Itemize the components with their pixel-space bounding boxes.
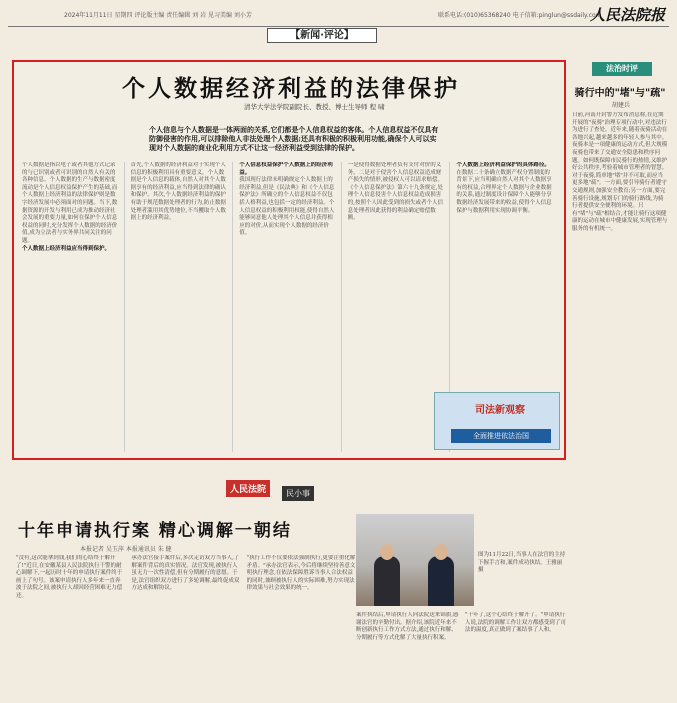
article-text: 一是使得数据处理者负有支付对价的义务。二是对于侵害个人信息权益造成财产损失的情形,被侵权人可以请求赔偿。《个人信息保护法》第六十九条规定,处理个人信息侵害个人信息权益造成损害的,按照个人因此受到的损失或者个人信息处理者因此获得的利益确定赔偿数额。 xyxy=(347,162,444,222)
bottom-article-columns xyxy=(16,555,356,699)
article-text: 首先,个人数据的经济利益对于实现个人信息的积极利用具有重要意义。个人数据是个人信息的载体,自然人对其个人数据享有的经济利益,应当得到法律的确认和保护。其次,个人数据经济利益的保护有助于规范数据处理者的行为,防止数据处理者滥用其优势地位,不当攫取个人数据上的经济利益。 xyxy=(130,162,226,222)
header-info: 2024年11月11日 星期四 评论版主编 责任编辑 刘 岩 见习美编 刘小芳 xyxy=(64,12,252,19)
column-subheading: 个人数据上经济利益应当得到保护。 xyxy=(22,245,111,252)
header-contact: 联系电话:(010)65368240 电子信箱:pinglun@ssdaily.com xyxy=(438,12,602,19)
judicial-observation-banner xyxy=(434,392,560,450)
main-headline: 个人数据经济利益的法律保护 xyxy=(122,75,460,102)
bottom-author: 本报记者 吴玉萍 本报通讯员 朱 健 xyxy=(80,546,172,553)
photo-person-head xyxy=(380,544,394,560)
banner-subtitle: 全面推进依法治国 xyxy=(451,429,551,443)
sidebar-body: 日前,河南开封警方发布消息称,在近期开展的"夜骑"治理专项行动中,对违法行为进行了查处。近年来,随着夜骑活动在各地兴起,越来越多的年轻人参与其中。夜骑本是一项健康的运动方式,但大规模夜骑也带来了交通安全隐患和秩序问题。如何既保障市民骑行的热情,又维护好公共秩序,考验着城市管理者的智慧。对于夜骑,简单地"堵"并不可取,而应当更多地"疏"。一方面,要引导骑行者遵守交通规则,加强安全教育;另一方面,要完善骑行设施,规划专门的骑行路线,为骑行者提供安全便利的环境。只有"堵"与"疏"相结合,才能让骑行这项健康的运动在城市中健康发展,实现管理与服务的有机统一。 xyxy=(572,112,668,232)
article-column xyxy=(131,162,234,452)
article-column: "执行工作不仅要依法强制执行,更要注重化解矛盾。"承办法官表示,今后将继续坚持善意文明执行理念,在依法保障胜诉当事人合法权益的同时,兼顾被执行人的实际困难,努力实现法律效果与社会效果的统一。 xyxy=(246,555,356,592)
article-column: 承办法官接手案件后,多次走访双方当事人,了解案件背后的真实情况。法官发现,被执行人虽无力一次性清偿,但有分期履行的意愿。于是,法官组织双方进行了多轮调解,最终促成双方达成和解协议。 xyxy=(131,555,240,592)
bottom-headline: 十年申请执行案 精心调解一朝结 xyxy=(18,521,292,541)
page-header xyxy=(8,4,669,26)
photo-person xyxy=(428,556,454,606)
article-column: "十年了,这个心结终于解开了。"申请执行人说,法院的调解工作让双方都感受到了司法的温度,真正做到了案结事了人和。 xyxy=(465,612,566,634)
photo-person xyxy=(374,556,400,606)
bottom-article-columns-right xyxy=(356,612,568,700)
article-column xyxy=(22,162,125,452)
article-column xyxy=(239,162,342,452)
photo-person-head xyxy=(434,544,448,560)
article-column: 案件执结后,申请执行人向法院送来锦旗,感谢法官的辛勤付出。据介绍,该院近年来不断创新执行工作方式方法,通过执行和解、分期履行等方式化解了大量执行积案。 xyxy=(356,612,459,641)
sidebar-author: 胡建兵 xyxy=(612,102,631,109)
banner-title: 司法新观察 xyxy=(475,405,525,416)
news-photo xyxy=(356,514,474,606)
article-text: 在数据二十条确立数据产权分置制度的背景下,应当明确自然人对其个人数据享有的权益,合理界定个人数据与企业数据的关系,通过制度设计保障个人能够分享数据经济发展带来的收益,使得个人信息保护与数据利用实现协调平衡。 xyxy=(456,169,552,214)
section-label: 【新闻·评论】 xyxy=(267,28,377,43)
column-badge-main: 人民法院 xyxy=(226,480,270,497)
photo-caption: 图为11月22日,当事人在法官的主持下握手言和,案件成功执结。王雅丽 摄 xyxy=(478,552,566,573)
column-subheading: 个人数据上经济利益保护的具体路径。 xyxy=(456,162,550,168)
article-column: "没有,这次能拿到钱,我们的心结终于解开了!"近日,在安徽某县人民法院执行干警的耐心调解下,一起历时十年的申请执行案件终于画上了句号。该案申请执行人多年来一直奔波于法院之间,被执行人却因经营困难无力偿还。 xyxy=(16,555,123,599)
newspaper-logo: 人民法院报 xyxy=(589,6,665,24)
column-badge xyxy=(226,480,342,506)
main-article-box xyxy=(12,60,566,460)
sidebar-title: 骑行中的"堵"与"疏" xyxy=(574,88,666,99)
main-author: 清华大学法学院副院长、教授、博士生导师 程 啸 xyxy=(244,103,385,111)
article-text: 我国现行法律未明确规定个人数据上的经济利益,但是《民法典》和《个人信息保护法》所确立的个人信息权益不仅包括人格利益,也包括一定的经济利益。个人信息权益的积极利用权能,使得自然人能够同意他人处理其个人信息并获得相应的对价,从而实现个人数据的经济价值。 xyxy=(239,177,335,237)
column-subheading: 个人信息权益保护个人数据上的经济利益。 xyxy=(239,162,333,176)
header-rule xyxy=(8,26,669,27)
sidebar-column xyxy=(572,62,668,698)
column-badge-sub: 民小事 xyxy=(282,486,314,501)
main-lead: 个人信息与个人数据是一体两面的关系,它们都是个人信息权益的客体。个人信息权益不仅具有防御侵害的作用,可以排除他人非法处理个人数据;还具有积极的积极利用功能,确保个人可以实现对个人数据的商业化利用方式不让这一经济利益受到法律的保护。 xyxy=(149,125,439,152)
article-text: 个人数据是指以电子或者其他方式记录的与已识别或者可识别的自然人有关的各种信息。个人数据的生产与数据密度流动是个人信息权益保护产生的基础,而个人数据上经济利益的法律保护则是数字经济发展中必须面对的问题。当下,数据资源的开发与利用已成为推动经济社会发展的重要力量,如何在保护个人信息权益的同时,充分发挥个人数据的经济价值,成为立法者与实务界共同关注的问题。 xyxy=(22,162,118,244)
sidebar-tag: 法治时评 xyxy=(592,62,652,76)
